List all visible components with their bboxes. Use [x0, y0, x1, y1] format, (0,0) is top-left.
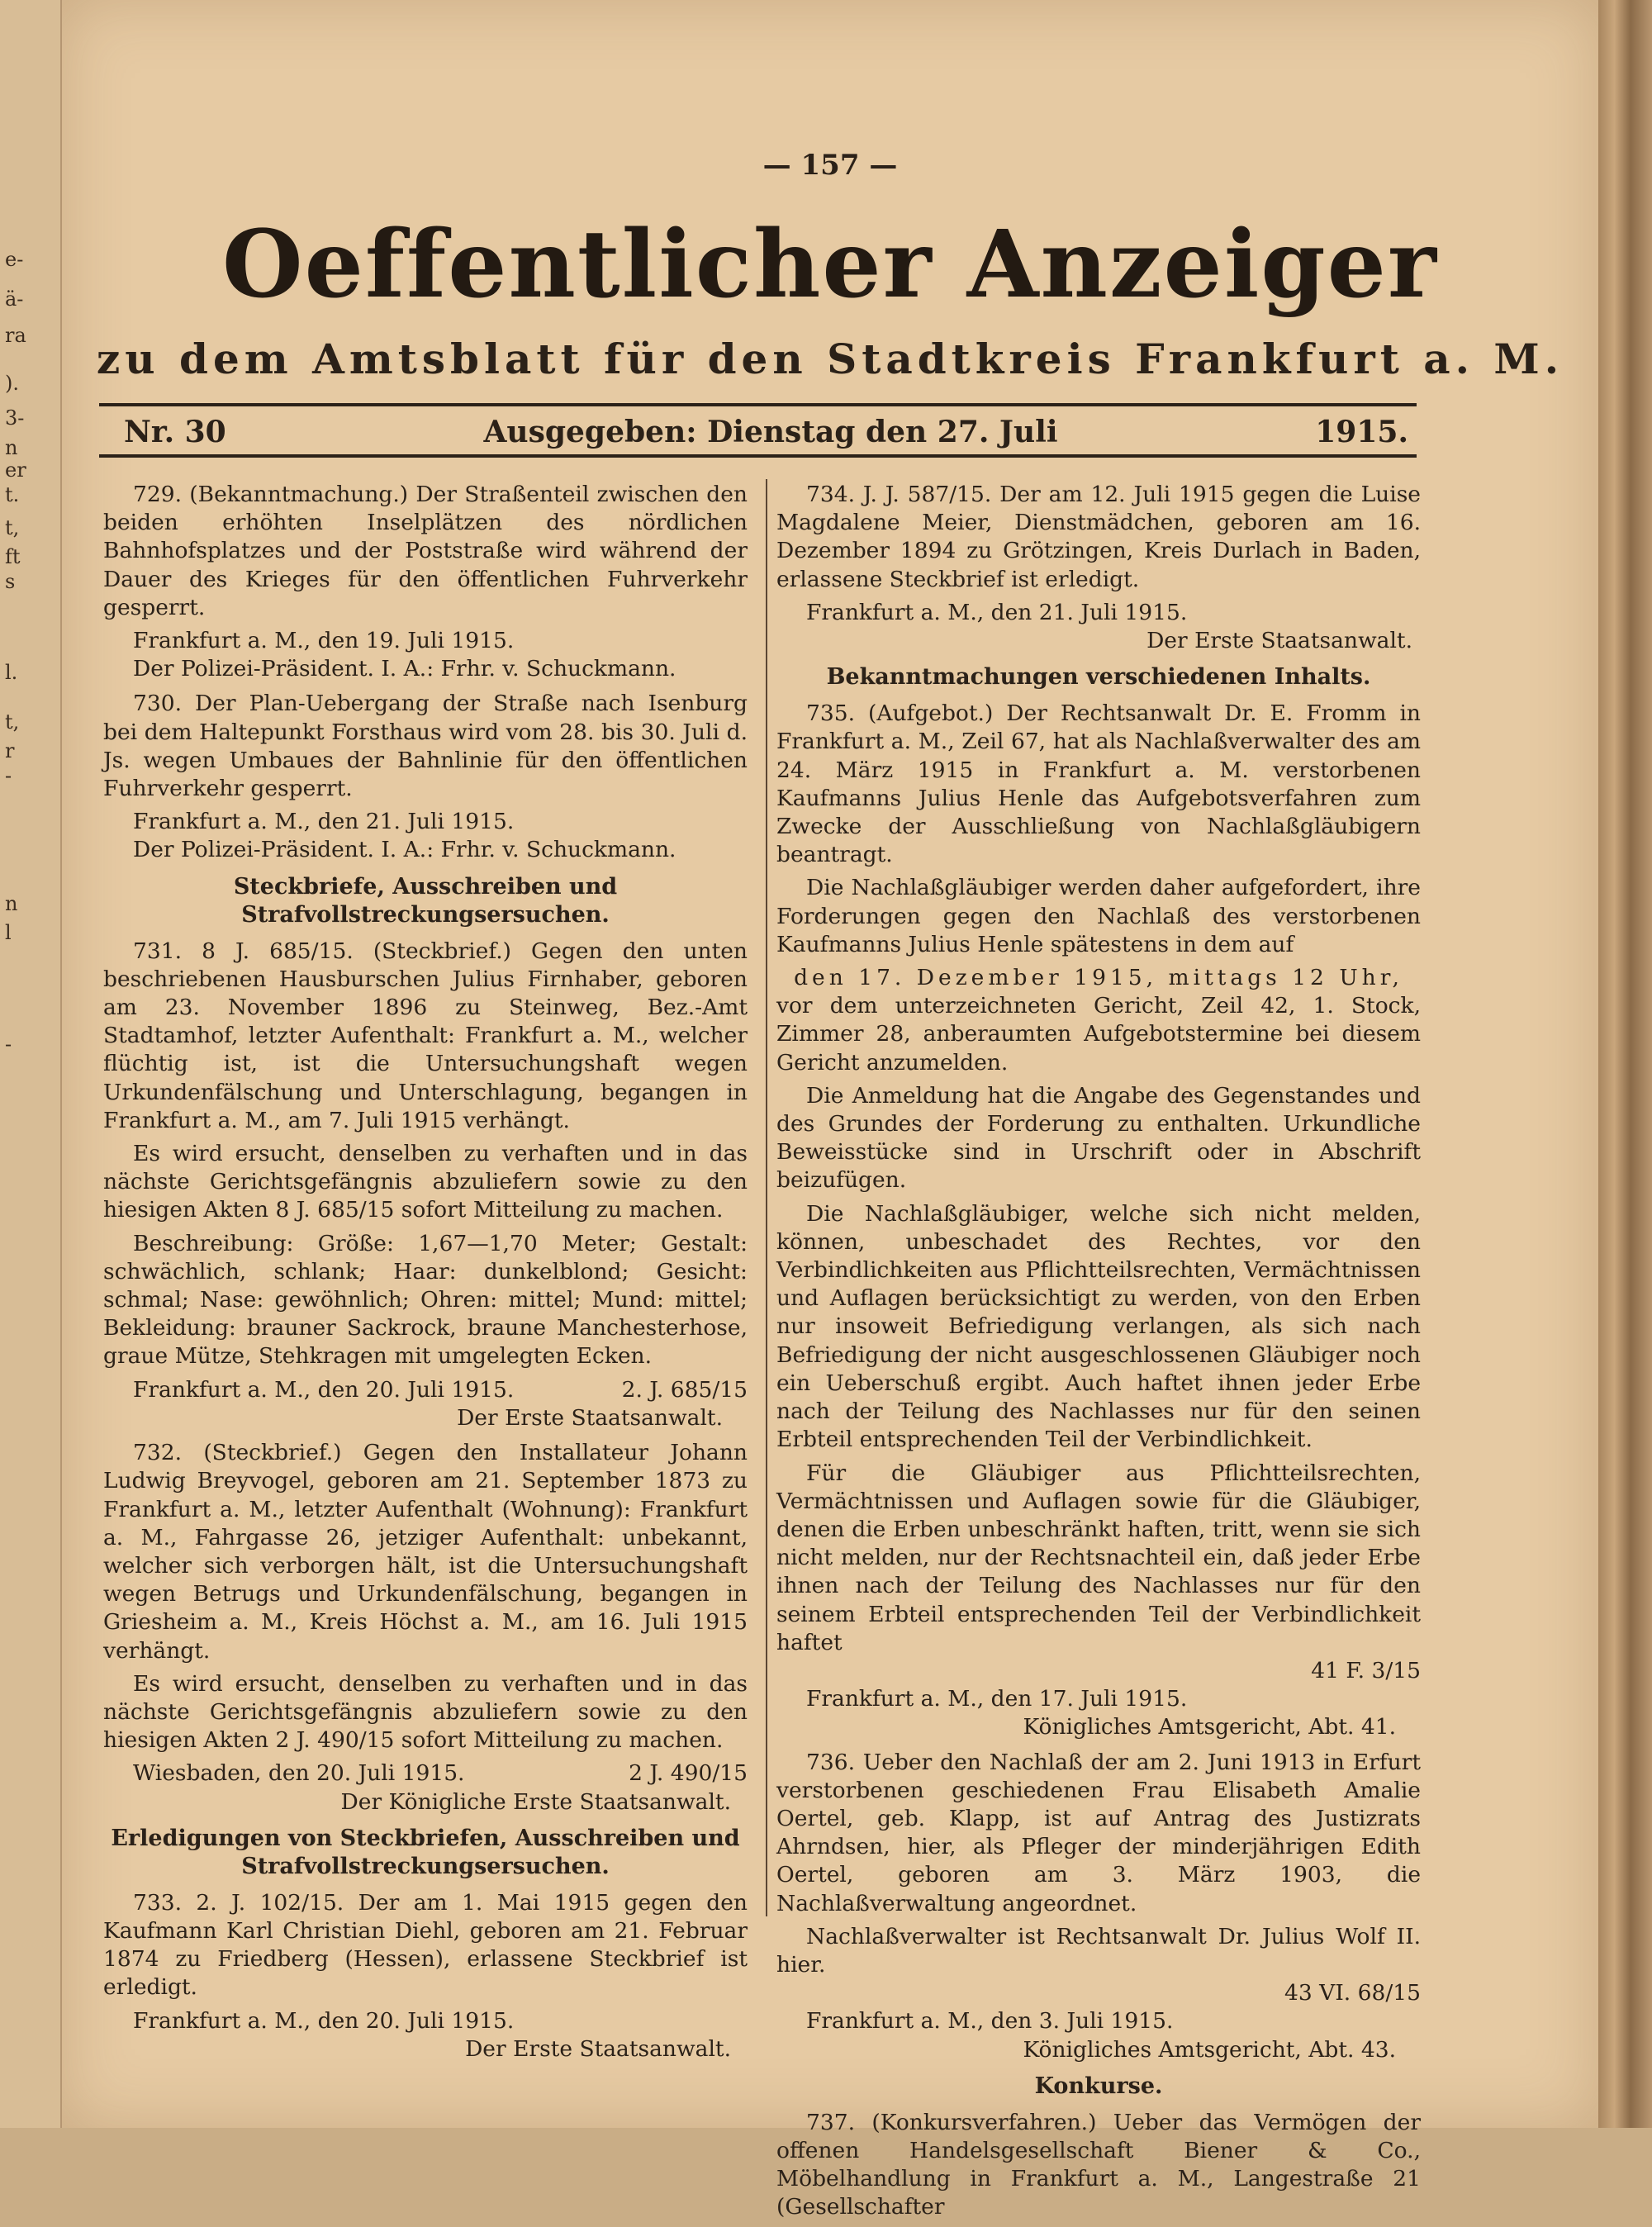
notice-place-date: Frankfurt a. M., den 19. Juli 1915.: [133, 628, 515, 654]
strip-fragment: ft: [5, 545, 21, 568]
notice-reference: 2. J. 685/15: [621, 1376, 748, 1403]
notice-paragraph: vor dem unterzeichneten Gericht, Zeil 42, 1. Stock, Zimmer 28, anberaumten Aufgebotstermine bei diesem Gericht anzumelden.: [776, 993, 1421, 1076]
notice-731: [103, 938, 748, 1432]
strip-fragment: s: [5, 570, 16, 593]
strip-fragment: t.: [5, 483, 20, 506]
notice-description: Beschreibung: Größe: 1,67—1,70 Meter; Gestalt: schwächlich, schlank; Haar: dunkelblond; Gesicht: schmal; Nase: gewöhnlich; Ohren: mittel; Mund: mittel; Bekleidung: brauner Sackrock, braune Manchesterhose, graue Mütze, Stehkragen mit umgelegten Ecken.: [103, 1230, 748, 1370]
notice-text: 735. (Aufgebot.) Der Rechtsanwalt Dr. E. Fromm in Frankfurt a. M., Zeil 67, hat als Nachlaßverwalter des am 24. März 1915 in Frankfurt a. M. verstorbenen Kaufmanns Julius Henle das Aufgebotsverfahren zum Zwecke der Ausschließung von Nachlaßgläubigern beantragt.: [776, 700, 1421, 868]
strip-fragment: t,: [5, 516, 20, 539]
notice-734: [776, 481, 1421, 655]
strip-fragment: ).: [5, 372, 19, 395]
page-number: — 157 —: [762, 149, 898, 182]
notice-text: 736. Ueber den Nachlaß der am 2. Juni 1913 in Erfurt verstorbenen geschiedenen Frau Elisabeth Amalie Oertel, geb. Klapp, ist auf Antrag des Justizrats Ahrndsen, hier, als Pfleger der minderjährigen Edith Oertel, geboren am 3. März 1903, die Nachlaßverwaltung angeordnet.: [776, 1749, 1421, 1916]
notice-paragraph: Die Nachlaßgläubiger, welche sich nicht melden, können, unbeschadet des Rechtes, vor den Verbindlichkeiten aus Pflichtteilsrechten, Vermächtnissen und Auflagen berücksichtigt zu werden, von den Erben nur insoweit Befriedigung verlangen, als sich nach Befriedigung der nicht ausgeschlossenen Gläubiger noch ein Ueberschuß ergibt. Auch haftet ihnen jeder Erbe nach der Teilung des Nachlasses nur für den seinen Erbteil entsprechenden Teil der Verbindlichkeit.: [776, 1200, 1421, 1453]
notice-footer: [103, 1759, 748, 1788]
notice-paragraph: Die Anmeldung hat die Angabe des Gegenstandes und des Grundes der Forderung zu enthalten. Urkundliche Beweisstücke sind in Urschrift oder in Abschrift beizufügen.: [776, 1082, 1421, 1194]
notice-signature: Der Erste Staatsanwalt.: [1146, 628, 1412, 654]
strip-fragment: t,: [5, 710, 20, 734]
strip-fragment: ä-: [5, 287, 24, 311]
notice-paragraph: Nachlaßverwalter ist Rechtsanwalt Dr. Julius Wolf II. hier.: [776, 1923, 1421, 1978]
notice-735: [776, 700, 1421, 1741]
header-rule-top: [99, 403, 1417, 406]
column-divider: [766, 479, 767, 1916]
section-heading: Bekanntmachungen verschiedenen Inhalts.: [826, 664, 1371, 691]
notice-reference: 41 F. 3/15: [1311, 1657, 1421, 1683]
notice-730: [103, 690, 748, 864]
right-column: [776, 481, 1421, 2227]
strip-fragment: n: [5, 436, 18, 459]
strip-fragment: -: [5, 1033, 12, 1056]
notice-place-date: Frankfurt a. M., den 20. Juli 1915.: [133, 2007, 515, 2034]
issue-year: 1915.: [1315, 415, 1408, 449]
strip-fragment: n: [5, 892, 18, 915]
notice-reference: 43 VI. 68/15: [1284, 1980, 1421, 2006]
issue-number: Nr. 30: [124, 415, 226, 449]
notice-text: 737. (Konkursverfahren.) Ueber das Vermögen der offenen Handelsgesellschaft Biener & Co., Möbelhandlung in Frankfurt a. M., Langestraße 21 (Gesellschafter: [776, 2109, 1421, 2220]
notice-signature: Königliches Amtsgericht, Abt. 43.: [1023, 2036, 1396, 2063]
strip-fragment: -: [5, 764, 12, 787]
notice-text: 729. (Bekanntmachung.) Der Straßenteil zwischen den beiden erhöhten Inselplätzen des nördlichen Bahnhofsplatzes und der Poststraße wird während der Dauer des Krieges für den öffentlichen Fuhrverkehr gesperrt.: [103, 482, 748, 620]
masthead-subtitle: zu dem Amtsblatt für den Stadtkreis Frankfurt a. M.: [96, 335, 1564, 383]
notice-place-date: Frankfurt a. M., den 21. Juli 1915.: [806, 599, 1188, 625]
strip-fragment: r: [5, 739, 15, 762]
masthead-title: Oeffentlicher Anzeiger: [222, 211, 1438, 319]
strip-fragment: ra: [5, 324, 26, 347]
notice-footer: [103, 1376, 748, 1404]
adjacent-page-strip: [0, 0, 62, 2128]
strip-fragment: e-: [5, 248, 24, 271]
book-binding-edge: [1598, 0, 1652, 2128]
notice-request: Es wird ersucht, denselben zu verhaften und in das nächste Gerichtsgefängnis abzuliefern sowie zu den hiesigen Akten 8 J. 685/15 sofort Mitteilung zu machen.: [103, 1141, 748, 1223]
notice-paragraph: Für die Gläubiger aus Pflichtteilsrechten, Vermächtnissen und Auflagen sowie für die Gläubiger, denen die Erben unbeschränkt haften, tritt, wenn sie sich nicht melden, nur der Rechtsnachteil ein, daß jeder Erbe ihnen nach der Teilung des Nachlasses nur für den seinem Erbteil entsprechenden Teil der Verbindlichkeit haftet: [776, 1460, 1421, 1655]
notice-text: 732. (Steckbrief.) Gegen den Installateur Johann Ludwig Breyvogel, geboren am 21. September 1873 zu Frankfurt a. M., letzter Aufenthalt (Wohnung): Frankfurt a. M., Fahrgasse 26, jetziger Aufenthalt: unbekannt, welcher sich verborgen hält, ist die Untersuchungshaft wegen Betrugs und Urkundenfälschung, begangen in Griesheim a. M., Kreis Höchst a. M., am 16. Juli 1915 verhängt.: [103, 1440, 748, 1664]
section-heading: Erledigungen von Steckbriefen, Ausschreiben und Strafvollstreckungsersuchen.: [111, 1825, 740, 1879]
notice-729: [103, 481, 748, 683]
newspaper-page: [62, 0, 1598, 2220]
notice-paragraph: Die Nachlaßgläubiger werden daher aufgefordert, ihre Forderungen gegen den Nachlaß des verstorbenen Kaufmanns Julius Henle spätestens in dem auf: [776, 875, 1421, 957]
notice-signature: Der Erste Staatsanwalt.: [465, 2035, 731, 2062]
issue-date: Ausgegeben: Dienstag den 27. Juli: [483, 415, 1058, 449]
header-rule-bottom: [99, 454, 1417, 458]
notice-signature: Der Polizei-Präsident. I. A.: Frhr. v. Schuckmann.: [133, 837, 676, 863]
strip-fragment: l.: [5, 661, 18, 684]
notice-733: [103, 1889, 748, 2063]
notice-732: [103, 1439, 748, 1816]
strip-fragment: er: [5, 458, 26, 482]
notice-text: 734. J. J. 587/15. Der am 12. Juli 1915 gegen die Luise Magdalene Meier, Dienstmädchen, geboren am 16. Dezember 1894 zu Grötzingen, Kreis Durlach in Baden, erlassene Steckbrief ist erledigt.: [776, 482, 1421, 592]
strip-fragment: l: [5, 921, 12, 944]
notice-signature: Der Polizei-Präsident. I. A.: Frhr. v. Schuckmann.: [133, 656, 676, 682]
notice-place-date: Wiesbaden, den 20. Juli 1915.: [133, 1760, 465, 1787]
notice-place-date: Frankfurt a. M., den 21. Juli 1915.: [133, 809, 515, 835]
notice-request: Es wird ersucht, denselben zu verhaften und in das nächste Gerichtsgefängnis abzuliefern sowie zu den hiesigen Akten 2 J. 490/15 sofort Mitteilung zu machen.: [103, 1670, 748, 1754]
notice-736: [776, 1749, 1421, 2064]
section-heading: Steckbriefe, Ausschreiben und Strafvollstreckungsersuchen.: [233, 873, 618, 928]
notice-text: 730. Der Plan-Uebergang der Straße nach Isenburg bei dem Haltepunkt Forsthaus wird vom 28. bis 30. Juli d. Js. wegen Umbaues der Bahnlinie für den öffentlichen Fuhrverkehr gesperrt.: [103, 691, 748, 802]
notice-text: 733. 2. J. 102/15. Der am 1. Mai 1915 gegen den Kaufmann Karl Christian Diehl, geboren am 21. Februar 1874 zu Friedberg (Hessen), erlassene Steckbrief ist erledigt.: [103, 1889, 748, 2001]
notice-signature: Königliches Amtsgericht, Abt. 41.: [1023, 1714, 1396, 1740]
notice-text: 731. 8 J. 685/15. (Steckbrief.) Gegen den unten beschriebenen Hausburschen Julius Firnhaber, geboren am 23. November 1896 zu Steinweg, Bez.-Amt Stadtamhof, letzter Aufenthalt: Frankfurt a. M., welcher flüchtig ist, ist die Untersuchungshaft wegen Urkundenfälschung und Unterschlagung, begangen in Frankfurt a. M., am 7. Juli 1915 verhängt.: [103, 938, 748, 1133]
notice-place-date: Frankfurt a. M., den 20. Juli 1915.: [133, 1376, 515, 1403]
notice-place-date: Frankfurt a. M., den 3. Juli 1915.: [806, 2008, 1174, 2035]
notice-signature: Der Königliche Erste Staatsanwalt.: [340, 1788, 731, 1815]
strip-fragment: 3-: [5, 406, 25, 430]
notice-737: [776, 2109, 1421, 2222]
notice-place-date: Frankfurt a. M., den 17. Juli 1915.: [806, 1686, 1188, 1712]
deadline-line: den 17. Dezember 1915, mittags 12 Uhr,: [794, 965, 1403, 991]
notice-signature: Der Erste Staatsanwalt.: [457, 1404, 723, 1431]
issue-info-bar: [124, 415, 1408, 449]
section-heading: Konkurse.: [1034, 2073, 1163, 2099]
left-column: [103, 481, 748, 2063]
notice-reference: 2 J. 490/15: [629, 1760, 748, 1787]
